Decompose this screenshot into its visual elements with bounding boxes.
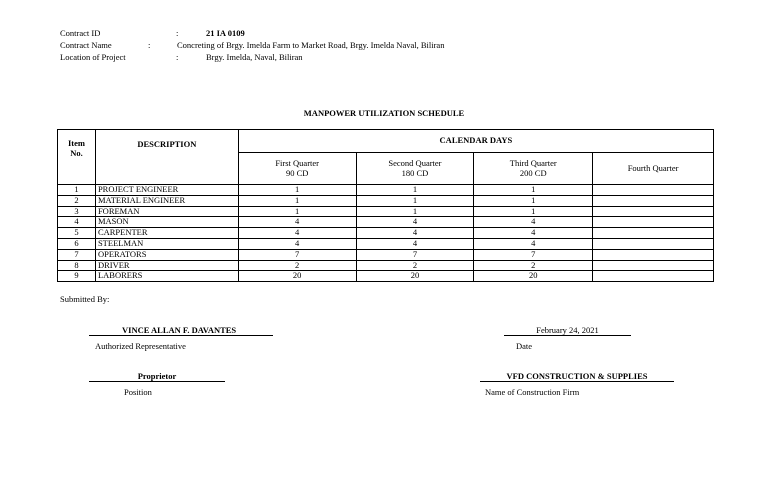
contract-name-label: Contract Name xyxy=(60,40,112,50)
q3-cell: 4 xyxy=(474,228,593,239)
q4-cell xyxy=(593,206,714,217)
table-row xyxy=(58,238,714,249)
q2-cell: 4 xyxy=(356,238,474,249)
quarter-header xyxy=(593,153,714,185)
item-header-line2: No. xyxy=(70,147,83,158)
q3-cell: 4 xyxy=(474,238,593,249)
description-cell: DRIVER xyxy=(95,260,238,271)
table-row xyxy=(58,260,714,271)
quarter-name: Fourth Quarter xyxy=(627,162,679,173)
q3-cell: 4 xyxy=(474,217,593,228)
q2-cell: 4 xyxy=(356,217,474,228)
description-cell: STEELMAN xyxy=(95,238,238,249)
location-colon: : xyxy=(176,52,179,62)
q1-cell: 4 xyxy=(238,228,356,239)
q2-cell: 1 xyxy=(356,206,474,217)
quarter-name: Second Quarter xyxy=(388,157,442,168)
item-no-header xyxy=(58,130,96,185)
q1-cell: 7 xyxy=(238,249,356,260)
representative-name: VINCE ALLAN F. DAVANTES xyxy=(89,325,273,336)
q3-cell: 20 xyxy=(474,271,593,282)
item-no-cell: 7 xyxy=(58,249,96,260)
table-row xyxy=(58,195,714,206)
position-caption: Position xyxy=(124,387,152,397)
q1-cell: 1 xyxy=(238,185,356,196)
q3-cell: 1 xyxy=(474,185,593,196)
item-no-cell: 2 xyxy=(58,195,96,206)
date-caption: Date xyxy=(516,341,533,351)
description-cell: LABORERS xyxy=(95,271,238,282)
description-cell: FOREMAN xyxy=(95,206,238,217)
manpower-table xyxy=(57,129,714,282)
contract-id-colon: : xyxy=(176,28,179,38)
q4-cell xyxy=(593,238,714,249)
quarter-name: Third Quarter xyxy=(509,157,557,168)
description-cell: MASON xyxy=(95,217,238,228)
quarter-header xyxy=(356,153,474,185)
item-header-line1: Item xyxy=(67,138,85,148)
table-row xyxy=(58,228,714,239)
q1-cell: 1 xyxy=(238,195,356,206)
item-no-cell: 1 xyxy=(58,185,96,196)
quarter-days: 200 CD xyxy=(519,167,547,178)
representative-caption: Authorized Representative xyxy=(95,341,186,351)
document-title: MANPOWER UTILIZATION SCHEDULE xyxy=(303,108,465,118)
q4-cell xyxy=(593,249,714,260)
item-no-cell: 8 xyxy=(58,260,96,271)
firm-value: VFD CONSTRUCTION & SUPPLIES xyxy=(480,371,674,382)
q2-cell: 1 xyxy=(356,195,474,206)
table-row xyxy=(58,206,714,217)
q3-cell: 1 xyxy=(474,195,593,206)
q2-cell: 7 xyxy=(356,249,474,260)
q3-cell: 2 xyxy=(474,260,593,271)
quarter-name: First Quarter xyxy=(275,157,319,168)
q1-cell: 2 xyxy=(238,260,356,271)
q3-cell: 7 xyxy=(474,249,593,260)
item-no-cell: 6 xyxy=(58,238,96,249)
quarter-header xyxy=(238,153,356,185)
table-row xyxy=(58,249,714,260)
description-cell: PROJECT ENGINEER xyxy=(95,185,238,196)
description-header: DESCRIPTION xyxy=(95,130,238,185)
location-value: Brgy. Imelda, Naval, Biliran xyxy=(206,52,303,62)
q1-cell: 1 xyxy=(238,206,356,217)
quarter-days: 180 CD xyxy=(401,167,429,178)
firm-caption: Name of Construction Firm xyxy=(485,387,580,397)
description-cell: CARPENTER xyxy=(95,228,238,239)
table-row xyxy=(58,217,714,228)
position-value: Proprietor xyxy=(89,371,225,382)
description-cell: OPERATORS xyxy=(95,249,238,260)
q1-cell: 20 xyxy=(238,271,356,282)
contract-name-colon: : xyxy=(148,40,151,50)
description-cell: MATERIAL ENGINEER xyxy=(95,195,238,206)
q2-cell: 2 xyxy=(356,260,474,271)
q1-cell: 4 xyxy=(238,217,356,228)
contract-name-value: Concreting of Brgy. Imelda Farm to Market Road, Brgy. Imelda Naval, Biliran xyxy=(177,40,445,50)
q4-cell xyxy=(593,260,714,271)
q2-cell: 1 xyxy=(356,185,474,196)
q2-cell: 4 xyxy=(356,228,474,239)
q4-cell xyxy=(593,228,714,239)
q4-cell xyxy=(593,217,714,228)
q1-cell: 4 xyxy=(238,238,356,249)
contract-id-value: 21 IA 0109 xyxy=(206,28,245,38)
item-no-cell: 9 xyxy=(58,271,96,282)
date-value: February 24, 2021 xyxy=(504,325,631,336)
quarter-days: 90 CD xyxy=(285,167,309,178)
q2-cell: 20 xyxy=(356,271,474,282)
table-body xyxy=(58,185,714,282)
item-no-cell: 5 xyxy=(58,228,96,239)
item-no-cell: 4 xyxy=(58,217,96,228)
submitted-by-label: Submitted By: xyxy=(60,294,110,304)
table-row xyxy=(58,185,714,196)
location-label: Location of Project xyxy=(60,52,126,62)
quarter-header xyxy=(474,153,593,185)
q4-cell xyxy=(593,271,714,282)
table-row xyxy=(58,271,714,282)
q4-cell xyxy=(593,195,714,206)
item-no-cell: 3 xyxy=(58,206,96,217)
q4-cell xyxy=(593,185,714,196)
contract-id-label: Contract ID xyxy=(60,28,101,38)
q3-cell: 1 xyxy=(474,206,593,217)
calendar-days-header: CALENDAR DAYS xyxy=(238,130,713,153)
